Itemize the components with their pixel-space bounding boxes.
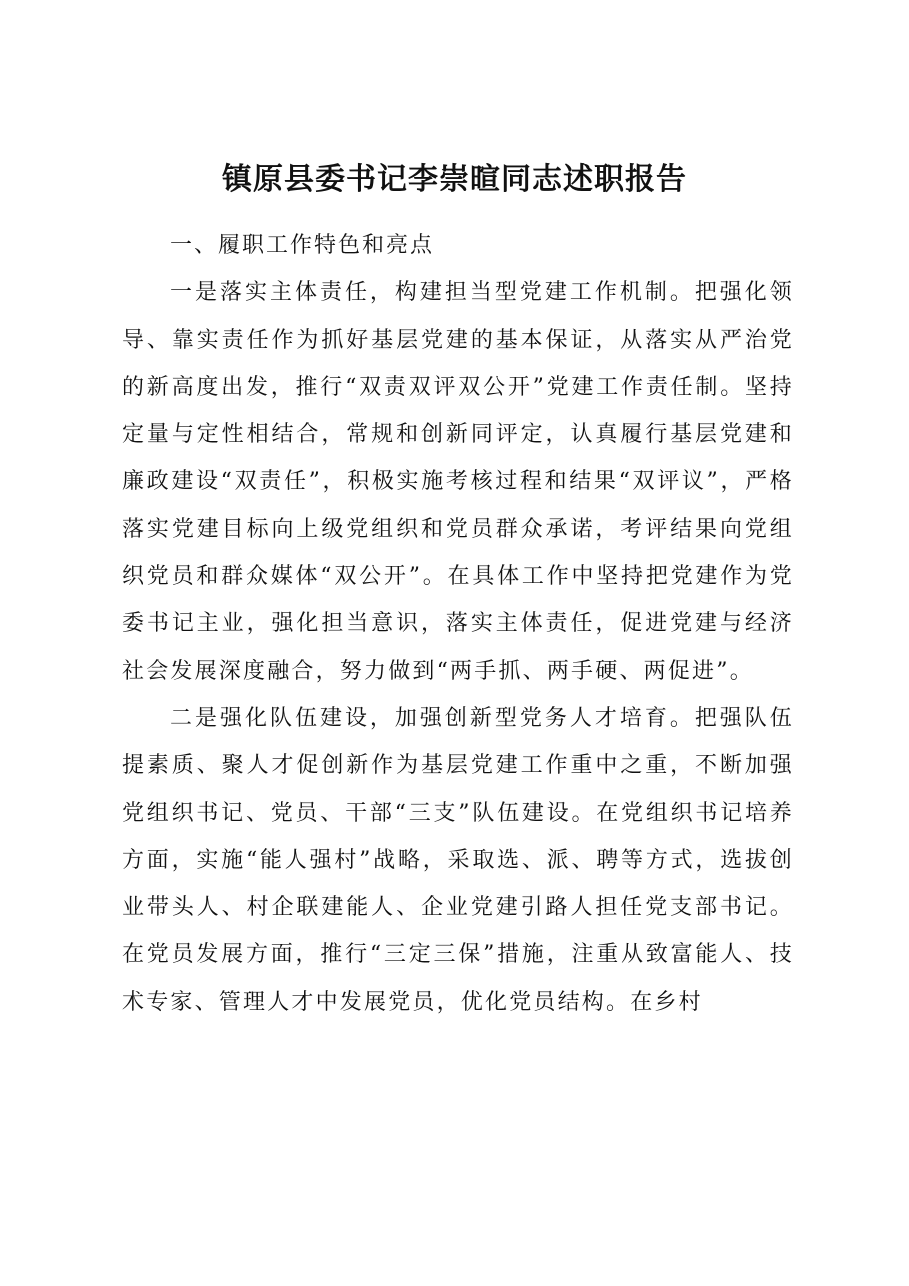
document-title: 镇原县委书记李崇暄同志述职报告 [222,162,687,197]
paragraph-2: 二是强化队伍建设，加强创新型党务人才培育。把强队伍提素质、聚人才促创新作为基层党建工作重中之重，不断加强党组织书记、党员、干部“三支”队伍建设。在党组织书记培养方面，实施“能人强村”战略，采取选、派、聘等方式，选拔创业带头人、村企联建能人、企业党建引路人担任党支部书记。在党员发展方面，推行“三定三保”措施，注重从致富能人、技术专家、管理人才中发展党员，优化党员结构。在乡村 [122,705,794,1015]
document-body [122,222,794,1026]
paragraph-1: 一是落实主体责任，构建担当型党建工作机制。把强化领导、靠实责任作为抓好基层党建的基本保证，从落实从严治党的新高度出发，推行“双责双评双公开”党建工作责任制。坚持定量与定性相结合，常规和创新同评定，认真履行基层党建和廉政建设“双责任”，积极实施考核过程和结果“双评议”，严格落实党建目标向上级党组织和党员群众承诺，考评结果向党组织党员和群众媒体“双公开”。在具体工作中坚持把党建作为党委书记主业，强化担当意识，落实主体责任，促进党建与经济社会发展深度融合，努力做到“两手抓、两手硬、两促进”。 [122,280,794,684]
section-heading: 一、履职工作特色和亮点 [170,233,435,258]
